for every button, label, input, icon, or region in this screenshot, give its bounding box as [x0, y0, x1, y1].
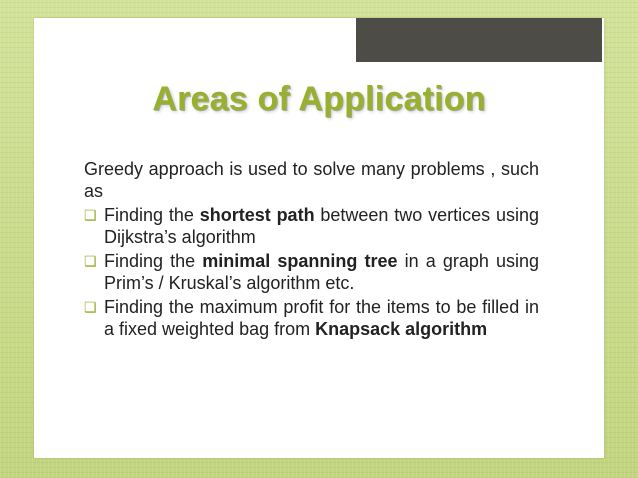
intro-text: Greedy approach is used to solve many problems , such as — [84, 159, 539, 201]
hollow-square-bullet-icon: ❑ — [84, 207, 97, 223]
bullet-text-bold: minimal spanning tree — [202, 251, 398, 271]
bullet-item — [84, 296, 539, 340]
bullet-text-end: in a graph using Prim’s / Kruskal’s algorithm etc. — [104, 251, 540, 293]
corner-accent-box — [356, 18, 602, 62]
bullet-text-bold: Knapsack algorithm — [315, 319, 488, 339]
slide-title: Areas of Application — [152, 80, 486, 118]
bullet-item — [84, 250, 539, 294]
bullet-text-start: Finding the — [104, 205, 200, 225]
bullet-text-start: Finding the — [104, 251, 203, 271]
slide-card — [34, 18, 604, 458]
bullet-text-end: between two vertices using Dijkstra’s algorithm — [104, 205, 539, 247]
slide-body — [84, 158, 539, 342]
bullet-text-start: Finding the maximum profit for the items to be filled in a fixed weighted bag from — [104, 297, 539, 339]
bullet-text-bold: shortest path — [199, 205, 315, 225]
hollow-square-bullet-icon: ❑ — [84, 299, 97, 315]
bullet-item — [84, 204, 539, 248]
hollow-square-bullet-icon: ❑ — [84, 253, 97, 269]
bullet-list — [84, 204, 539, 340]
